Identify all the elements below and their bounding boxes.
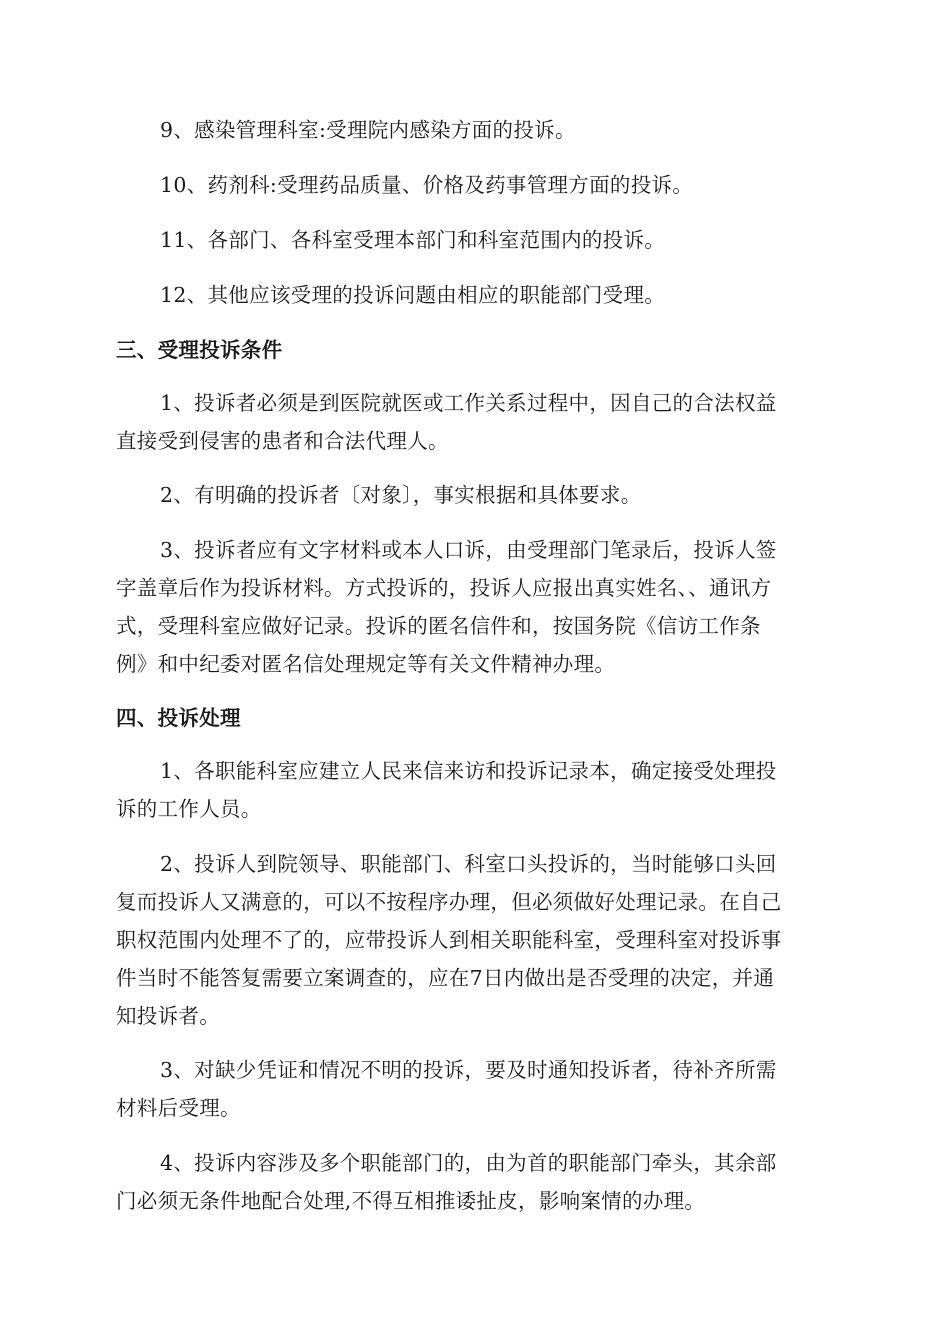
handling-2-line-1: 2、投诉人到院领导、职能部门、科室口头投诉的，当时能够口头回 [160, 852, 777, 876]
section-heading-4: 四、投诉处理 [116, 706, 241, 730]
handling-3-line-1: 3、对缺少凭证和情况不明的投诉，要及时通知投诉者，待补齐所需 [160, 1058, 777, 1082]
handling-2-line-4: 件当时不能答复需要立案调查的，应在7日内做出是否受理的决定，并通 [116, 966, 775, 990]
handling-3-line-2: 材料后受理。 [116, 1096, 241, 1120]
condition-3-line-2: 字盖章后作为投诉材料。方式投诉的，投诉人应报出真实姓名、、通讯方 [116, 576, 772, 600]
condition-2-line-1: 2、有明确的投诉者〔对象〕，事实根据和具体要求。 [160, 483, 642, 507]
handling-4-line-2: 门必须无条件地配合处理,不得互相推诿扯皮，影响案情的办理。 [116, 1189, 706, 1213]
handling-2-line-5: 知投诉者。 [116, 1004, 220, 1028]
item-10-line-1: 10、药剂科:受理药品质量、价格及药事管理方面的投诉。 [160, 173, 694, 197]
handling-2-line-2: 复而投诉人又满意的，可以不按程序办理，但必须做好处理记录。在自己 [116, 890, 782, 914]
handling-4-line-1: 4、投诉内容涉及多个职能部门的，由为首的职能部门牵头，其余部 [160, 1151, 777, 1175]
item-11-line-1: 11、各部门、各科室受理本部门和科室范围内的投诉。 [160, 228, 666, 252]
condition-3-line-4: 例》和中纪委对匿名信处理规定等有关文件精神办理。 [116, 652, 616, 676]
item-12-line-1: 12、其他应该受理的投诉问题由相应的职能部门受理。 [160, 283, 666, 307]
section-heading-3: 三、受理投诉条件 [116, 338, 283, 362]
item-9-line-1: 9、感染管理科室:受理院内感染方面的投诉。 [160, 118, 576, 142]
condition-3-line-3: 式，受理科室应做好记录。投诉的匿名信件和，按国务院《信访工作条 [116, 614, 761, 638]
condition-1-line-1: 1、投诉者必须是到医院就医或工作关系过程中，因自己的合法权益 [160, 391, 777, 415]
handling-1-line-2: 诉的工作人员。 [116, 797, 262, 821]
condition-1-line-2: 直接受到侵害的患者和合法代理人。 [116, 429, 449, 453]
condition-3-line-1: 3、投诉者应有文字材料或本人口诉，由受理部门笔录后，投诉人签 [160, 538, 777, 562]
handling-2-line-3: 职权范围内处理不了的，应带投诉人到相关职能科室，受理科室对投诉事 [116, 928, 782, 952]
handling-1-line-1: 1、各职能科室应建立人民来信来访和投诉记录本，确定接受处理投 [160, 759, 777, 783]
